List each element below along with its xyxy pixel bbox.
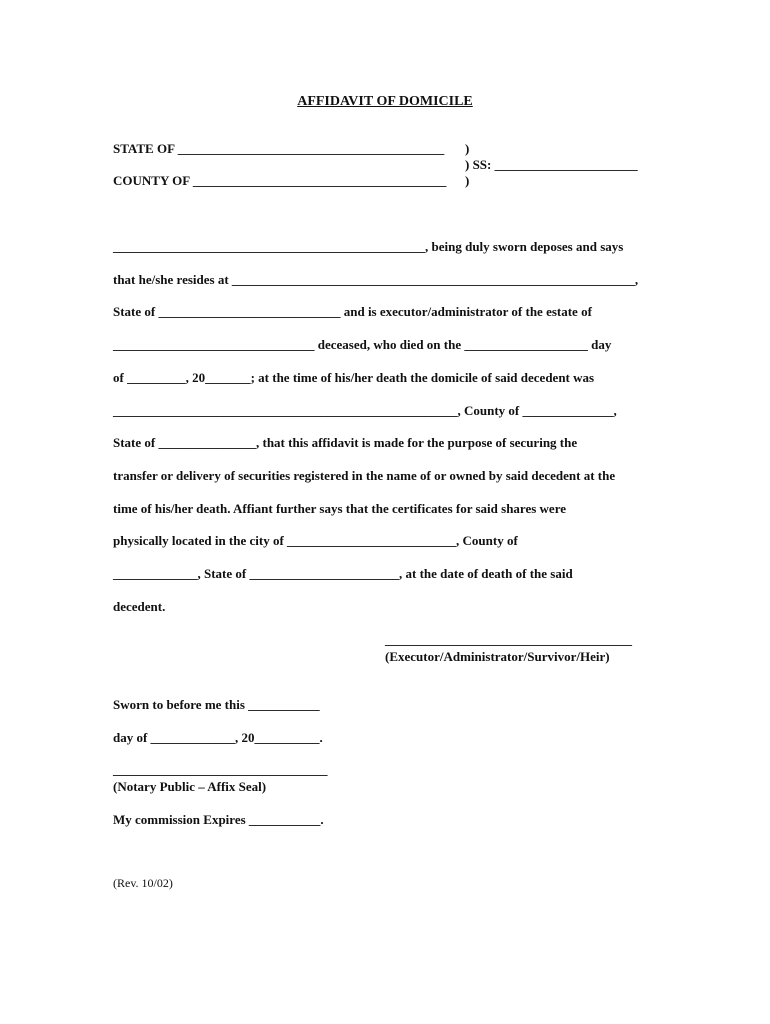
body-line-7: State of _______________, that this affidavit is made for the purpose of securing the [113,435,578,450]
body-line-11: _____________, State of _______________________, at the date of death of the said [113,566,573,581]
ss-line: ) SS: ______________________ [465,157,638,172]
notary-signature-line: _________________________________ [113,762,328,777]
body-line-12: decedent. [113,599,166,614]
body-line-6: _____________________________________________________, County of ______________, [113,403,617,418]
body-line-5: of _________, 20_______; at the time of his/her death the domicile of said decedent was [113,370,595,385]
body-line-3: State of ____________________________ and is executor/administrator of the estate of [113,304,592,319]
venue-paren-bottom: ) [465,173,470,188]
body-line-8: transfer or delivery of securities registered in the name of or owned by said decedent at the [113,468,616,483]
sworn-before-line: Sworn to before me this ___________ [113,697,320,712]
body-line-4: _______________________________ deceased, who died on the ___________________ day [113,337,612,352]
commission-expires-line: My commission Expires ___________. [113,812,324,827]
body-line-10: physically located in the city of __________________________, County of [113,533,518,548]
affiant-signature-caption: (Executor/Administrator/Survivor/Heir) [385,649,610,664]
revision-note: (Rev. 10/02) [113,876,173,890]
venue-paren-top: ) [465,141,470,156]
county-of-line: COUNTY OF _______________________________________ [113,173,447,188]
notary-caption: (Notary Public – Affix Seal) [113,779,267,794]
sworn-day-line: day of _____________, 20__________. [113,730,323,745]
affidavit-title: AFFIDAVIT OF DOMICILE [297,94,473,109]
body-line-9: time of his/her death. Affiant further says that the certificates for said shares were [113,501,567,516]
affiant-signature-line: ______________________________________ [385,632,632,647]
state-of-line: STATE OF _________________________________________ [113,141,445,156]
body-line-1: ________________________________________________, being duly sworn deposes and says [113,239,624,254]
body-line-2: that he/she resides at ______________________________________________________________, [113,272,639,287]
